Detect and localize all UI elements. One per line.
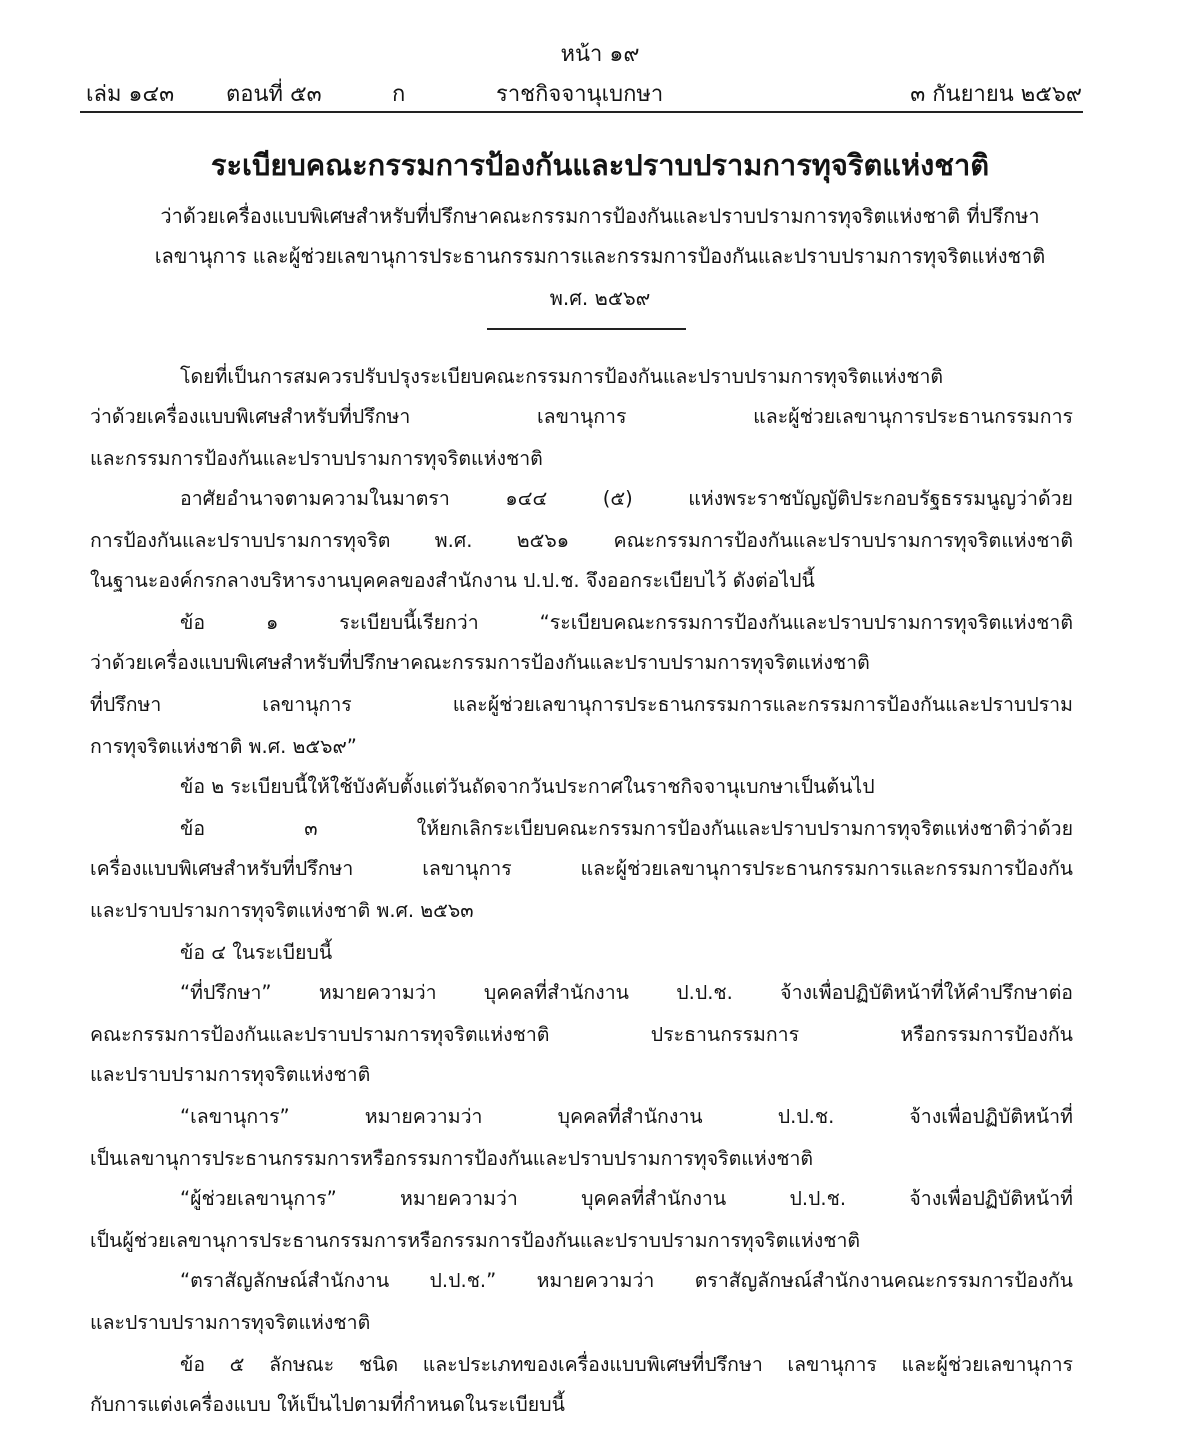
body-text-line: เป็นผู้ช่วยเลขานุการประธานกรรมการหรือกรรมการป้องกันและปราบปรามการทุจริตแห่งชาติ [90, 1229, 861, 1252]
body-text-line: เครื่องแบบพิเศษสำหรับที่ปรึกษา เลขานุการ และผู้ช่วยเลขานุการประธานกรรมการและกรรมการป้องกัน [90, 857, 1073, 880]
body-text-line: และปราบปรามการทุจริตแห่งชาติ พ.ศ. ๒๕๖๓ [90, 899, 474, 922]
subtitle-line: ว่าด้วยเครื่องแบบพิเศษสำหรับที่ปรึกษาคณะกรรมการป้องกันและปราบปรามการทุจริตแห่งชาติ ที่ปรึกษา [160, 204, 1040, 228]
title-divider [487, 328, 686, 330]
body-text-line: คณะกรรมการป้องกันและปราบปรามการทุจริตแห่งชาติ ประธานกรรมการ หรือกรรมการป้องกัน [90, 1023, 1073, 1046]
document-title: ระเบียบคณะกรรมการป้องกันและปราบปรามการทุจริตแห่งชาติ [210, 148, 990, 182]
body-text-line: ข้อ ๔ ในระเบียบนี้ [180, 941, 333, 964]
subtitle-line: เลขานุการ และผู้ช่วยเลขานุการประธานกรรมการและกรรมการป้องกันและปราบปรามการทุจริตแห่งชาติ [154, 244, 1046, 268]
header-rule [80, 111, 1083, 113]
issue-label: ตอนที่ ๕๓ [226, 82, 322, 107]
body-text-line: โดยที่เป็นการสมควรปรับปรุงระเบียบคณะกรรมการป้องกันและปราบปรามการทุจริตแห่งชาติ [180, 365, 944, 388]
body-text-line: ในฐานะองค์กรกลางบริหารงานบุคคลของสำนักงาน ป.ป.ช. จึงออกระเบียบไว้ ดังต่อไปนี้ [90, 569, 815, 592]
body-text-line: “ตราสัญลักษณ์สำนักงาน ป.ป.ช.” หมายความว่า ตราสัญลักษณ์สำนักงานคณะกรรมการป้องกัน [180, 1269, 1073, 1292]
publication-date: ๓ กันยายน ๒๕๖๙ [910, 82, 1082, 107]
body-text-line: ว่าด้วยเครื่องแบบพิเศษสำหรับที่ปรึกษา เลขานุการ และผู้ช่วยเลขานุการประธานกรรมการ [90, 405, 1073, 428]
section-label: ก [392, 82, 406, 107]
body-text-line: และปราบปรามการทุจริตแห่งชาติ [90, 1311, 371, 1334]
body-text-line: ข้อ ๓ ให้ยกเลิกระเบียบคณะกรรมการป้องกันและปราบปรามการทุจริตแห่งชาติว่าด้วย [180, 817, 1073, 840]
body-text-line: การป้องกันและปราบปรามการทุจริต พ.ศ. ๒๕๖๑ คณะกรรมการป้องกันและปราบปรามการทุจริตแห่งชาติ [90, 529, 1073, 552]
body-text-line: ข้อ ๕ ลักษณะ ชนิด และประเภทของเครื่องแบบพิเศษที่ปรึกษา เลขานุการ และผู้ช่วยเลขานุการ [180, 1353, 1073, 1376]
body-text-line: ที่ปรึกษา เลขานุการ และผู้ช่วยเลขานุการประธานกรรมการและกรรมการป้องกันและปราบปราม [90, 693, 1073, 716]
subtitle-line: พ.ศ. ๒๕๖๙ [549, 286, 651, 310]
body-text-line: และปราบปรามการทุจริตแห่งชาติ [90, 1063, 371, 1086]
body-text-line: ข้อ ๑ ระเบียบนี้เรียกว่า “ระเบียบคณะกรรมการป้องกันและปราบปรามการทุจริตแห่งชาติ [180, 611, 1073, 634]
body-text-line: และกรรมการป้องกันและปราบปรามการทุจริตแห่งชาติ [90, 447, 543, 470]
body-text-line: “เลขานุการ” หมายความว่า บุคคลที่สำนักงาน ป.ป.ช. จ้างเพื่อปฏิบัติหน้าที่ [180, 1105, 1073, 1128]
page-number: หน้า ๑๙ [560, 42, 640, 67]
gazette-name: ราชกิจจานุเบกษา [496, 82, 664, 107]
body-text-line: “ที่ปรึกษา” หมายความว่า บุคคลที่สำนักงาน ป.ป.ช. จ้างเพื่อปฏิบัติหน้าที่ให้คำปรึกษาต่อ [180, 981, 1073, 1004]
volume-label: เล่ม ๑๔๓ [86, 82, 175, 107]
body-text-line: การทุจริตแห่งชาติ พ.ศ. ๒๕๖๙” [90, 735, 357, 758]
body-text-line: อาศัยอำนาจตามความในมาตรา ๑๔๔ (๕) แห่งพระราชบัญญัติประกอบรัฐธรรมนูญว่าด้วย [180, 487, 1073, 510]
body-text-line: ข้อ ๒ ระเบียบนี้ให้ใช้บังคับตั้งแต่วันถัดจากวันประกาศในราชกิจจานุเบกษาเป็นต้นไป [180, 775, 875, 798]
body-text-line: “ผู้ช่วยเลขานุการ” หมายความว่า บุคคลที่สำนักงาน ป.ป.ช. จ้างเพื่อปฏิบัติหน้าที่ [180, 1187, 1073, 1210]
body-text-line: เป็นเลขานุการประธานกรรมการหรือกรรมการป้องกันและปราบปรามการทุจริตแห่งชาติ [90, 1147, 814, 1170]
body-text-line: กับการแต่งเครื่องแบบ ให้เป็นไปตามที่กำหนดในระเบียบนี้ [90, 1393, 565, 1416]
body-text-line: ว่าด้วยเครื่องแบบพิเศษสำหรับที่ปรึกษาคณะกรรมการป้องกันและปราบปรามการทุจริตแห่งชาติ [90, 651, 870, 674]
